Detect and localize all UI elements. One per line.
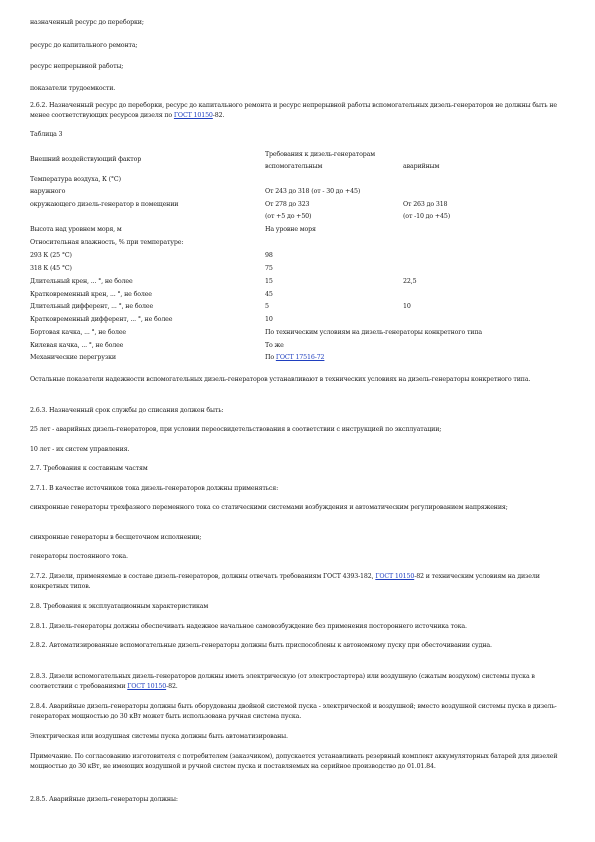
section-2-8-heading: 2.8. Требования к эксплуатационным характеристикам (30, 603, 209, 610)
table-cell-emergency: (от -10 до +45) (403, 213, 451, 220)
table-cell-factor: Температура воздуха, К (°С) (30, 176, 121, 183)
table-cell-auxiliary: (от +5 до +50) (265, 213, 312, 220)
table-cell-auxiliary: От 278 до 323 (265, 201, 310, 208)
table-cell-auxiliary: 10 (265, 316, 273, 323)
paragraph-text: 2.8.3. Дизели вспомогательных дизель-генераторов должны иметь электрическую (от электростартера) или воздушную (сжатым воздухом) системы пуска в соответствии с требованиями (30, 673, 535, 690)
table-cell-auxiliary: От 243 до 318 (от - 30 до +45) (265, 188, 361, 195)
table-cell-factor: 318 К (45 °С) (30, 265, 72, 272)
table-cell-auxiliary (265, 354, 324, 361)
table-cell-auxiliary: 15 (265, 278, 273, 285)
paragraph-2-8-2: 2.8.2. Автоматизированные вспомогательные дизель-генераторы должны быть приспособлены к автономному пуску при обесточивании судна. (30, 642, 492, 649)
paragraph-automation: Электрическая или воздушная системы пуска должны быть автоматизированы. (30, 733, 288, 740)
paragraph-text: -82. (212, 111, 225, 119)
table-cell-factor: Бортовая качка, ... °, не более (30, 329, 127, 336)
table-cell-factor: Килевая качка, ... °, не более (30, 342, 124, 349)
paragraph-sync-generators: синхронные генераторы трехфазного переменного тока со статическими системами возбуждения и автоматическим регулированием напряжения; (30, 504, 508, 511)
intro-line-4: показатели трудоемкости. (30, 85, 116, 92)
table-title: Таблица 3 (30, 131, 63, 138)
table-cell-factor: Механические перегрузки (30, 354, 116, 361)
table-cell-factor: Относительная влажность, % при температуре: (30, 239, 184, 246)
paragraph-text: 2.7.2. Дизели, применяемые в составе дизель-генераторов, должны отвечать требованиям ГОСТ 4393-182, (30, 573, 376, 580)
table-cell-auxiliary: 5 (265, 303, 269, 310)
table-cell-auxiliary: 75 (265, 265, 273, 272)
paragraph-2-7-2 (30, 572, 560, 591)
paragraph-2-6-3: 2.6.3. Назначенный срок службы до списания должен быть: (30, 407, 224, 414)
table-cell-factor: наружного (30, 188, 66, 195)
intro-line-3: ресурс непрерывной работы; (30, 63, 124, 70)
table-cell-auxiliary: По техническим условиям на дизель-генераторы конкретного типа (265, 329, 482, 336)
table-cell-text: По (265, 354, 276, 361)
table-cell-auxiliary: То же (265, 342, 284, 349)
table-header-emergency: аварийным (403, 163, 440, 170)
paragraph-2-8-1: 2.8.1. Дизель-генераторы должны обеспечивать надежное начальное самовозбуждение без применения постороннего источника тока. (30, 623, 467, 630)
paragraph-2-8-4: 2.8.4. Аварийные дизель-генераторы должны быть оборудованы двойной системой пуска - электрической и воздушной; вместо воздушной системы пуска в дизель-генераторах мощностью до 30 кВт может быть использована ручная система пуска. (30, 703, 557, 720)
section-2-7-heading: 2.7. Требования к составным частям (30, 465, 148, 472)
paragraph-note: Примечание. По согласованию изготовителя с потребителем (заказчиком), допускается устанавливать резервный комплект аккумуляторных батарей для дизелей мощностью до 30 кВт, не имеющих воздушной и ручной систем пуска и поставляемых на серийное производство до 01.01.84. (30, 753, 558, 770)
gost-10150-link[interactable]: ГОСТ 10150 (173, 111, 213, 119)
paragraph-10-years: 10 лет - их систем управления. (30, 446, 130, 453)
table-cell-factor: Кратковременный крен, ... °, не более (30, 291, 152, 298)
table-cell-factor: окружающего дизель-генератор в помещении (30, 201, 179, 208)
paragraph-reliability: Остальные показатели надежности вспомогательных дизель-генераторов устанавливают в технических условиях на дизель-генераторы конкретного типа. (30, 376, 531, 383)
table-cell-factor: Высота над уровнем моря, м (30, 226, 122, 233)
paragraph-brushless: синхронные генераторы в бесщеточном исполнении; (30, 534, 202, 541)
table-cell-emergency: 10 (403, 303, 411, 310)
paragraph-text: 2.6.2. Назначенный ресурс до переборки, ресурс до капитального ремонта и ресурс непрерывной работы вспомогательных дизель-генераторов не должны быть не менее соответствующих ресурсов дизеля по (30, 102, 557, 119)
paragraph-dc-generators: генераторы постоянного тока. (30, 553, 128, 560)
paragraph-2-7-1: 2.7.1. В качестве источников тока дизель-генераторов должны применяться: (30, 485, 279, 492)
paragraph-text: -82 и техническим условиям на дизели конкретных типов. (30, 573, 540, 590)
paragraph-2-6-2 (30, 101, 560, 120)
paragraph-2-8-5: 2.8.5. Аварийные дизель-генераторы должны: (30, 796, 178, 803)
paragraph-text: -82. (166, 682, 178, 690)
gost-10150-link[interactable]: ГОСТ 10150 (127, 682, 167, 690)
table-cell-factor: Длительный дифферент, ... °, не более (30, 303, 154, 310)
gost-10150-link[interactable]: ГОСТ 10150 (375, 573, 415, 580)
table-cell-emergency: От 263 до 318 (403, 201, 448, 208)
paragraph-2-8-3 (30, 672, 560, 691)
gost-17516-link[interactable]: ГОСТ 17516-72 (275, 354, 325, 361)
paragraph-25-years: 25 лет - аварийных дизель-генераторов, при условии переосвидетельствования в соответствии с инструкцией по эксплуатации; (30, 426, 442, 433)
intro-line-2: ресурс до капитального ремонта; (30, 42, 138, 49)
table-cell-emergency: 22,5 (403, 278, 417, 285)
table-cell-auxiliary: На уровне моря (265, 226, 316, 233)
intro-line-1: назначенный ресурс до переборки; (30, 19, 144, 26)
table-cell-factor: Кратковременный дифферент, ... °, не более (30, 316, 173, 323)
table-header-factor: Внешний воздействующий фактор (30, 156, 142, 163)
table-cell-auxiliary: 98 (265, 252, 273, 259)
table-header-group: Требования к дизель-генераторам (265, 151, 375, 158)
table-cell-factor: 293 К (25 °С) (30, 252, 72, 259)
table-cell-auxiliary: 45 (265, 291, 273, 298)
table-header-auxiliary: вспомогательным (265, 163, 323, 170)
table-cell-factor: Длительный крен, ... °, не более (30, 278, 133, 285)
